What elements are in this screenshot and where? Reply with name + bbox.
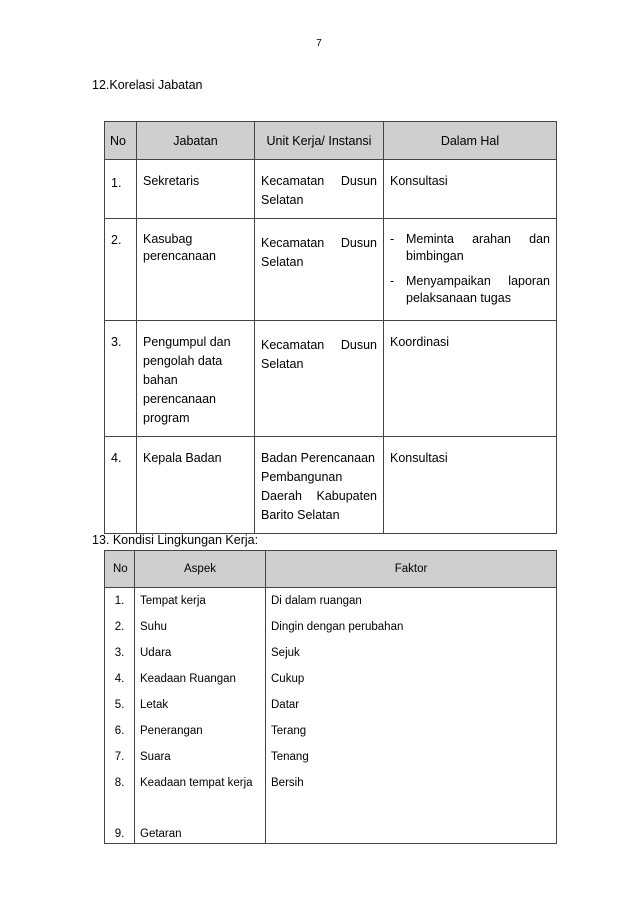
table-row [105, 160, 557, 219]
unit-line: Kecamatan Dusun [261, 236, 377, 250]
table-row [105, 692, 557, 718]
header-no: No [105, 122, 137, 160]
hal-line: bimbingan [406, 249, 464, 263]
cell-no: 9. [105, 796, 135, 844]
cell-no: 2. [105, 614, 135, 640]
cell-no: 4. [105, 666, 135, 692]
unit-line: Barito Selatan [261, 508, 340, 522]
header-no: No [105, 551, 135, 588]
cell-aspek: Keadaan tempat kerja [135, 770, 266, 796]
table-row [105, 744, 557, 770]
cell-no: 8. [105, 770, 135, 796]
unit-line: Selatan [261, 193, 304, 207]
table-row [105, 614, 557, 640]
table-row [105, 640, 557, 666]
table-row [105, 437, 557, 534]
cell-aspek: Penerangan [135, 718, 266, 744]
unit-line: Kecamatan Dusun [261, 174, 377, 188]
hal-line: Menyampaikan laporan [406, 274, 550, 288]
cell-aspek: Suhu [135, 614, 266, 640]
hal-line: pelaksanaan tugas [406, 291, 511, 305]
cell-faktor: Dingin dengan perubahan [266, 614, 557, 640]
cell-unit [255, 321, 384, 437]
cell-jabatan: Kepala Badan [137, 437, 255, 534]
unit-line: Pembangunan [261, 470, 343, 484]
cell-unit [255, 160, 384, 219]
cell-dalam-hal [384, 437, 557, 534]
cell-jabatan: Pengumpul dan pengolah data bahan perencanaan program [137, 321, 255, 437]
cell-faktor: Sejuk [266, 640, 557, 666]
cell-no: 3. [105, 321, 137, 437]
cell-no: 3. [105, 640, 135, 666]
header-aspek: Aspek [135, 551, 266, 588]
cell-no: 4. [105, 437, 137, 534]
kondisi-lingkungan-table [104, 550, 557, 844]
cell-aspek: Suara [135, 744, 266, 770]
cell-no: 5. [105, 692, 135, 718]
cell-faktor: Di dalam ruangan [266, 588, 557, 615]
cell-faktor: Terang [266, 718, 557, 744]
cell-jabatan: Sekretaris [137, 160, 255, 219]
section-13-title: 13. Kondisi Lingkungan Kerja: [92, 533, 259, 547]
cell-no: 1. [105, 160, 137, 219]
cell-unit [255, 219, 384, 321]
page-number: 7 [316, 38, 322, 49]
unit-line: Daerah Kabupaten [261, 489, 377, 503]
table-header-row [105, 122, 557, 160]
unit-line: Badan Perencanaan [261, 451, 375, 465]
hal-line: Konsultasi [390, 174, 448, 188]
table-row [105, 321, 557, 437]
cell-aspek: Tempat kerja [135, 588, 266, 615]
header-dalam-hal: Dalam Hal [384, 122, 557, 160]
cell-faktor: Tenang [266, 744, 557, 770]
cell-aspek: Getaran [135, 796, 266, 844]
cell-faktor: Datar [266, 692, 557, 718]
cell-no: 6. [105, 718, 135, 744]
cell-aspek: Keadaan Ruangan [135, 666, 266, 692]
cell-no: 7. [105, 744, 135, 770]
table-row [105, 796, 557, 844]
cell-no: 2. [105, 219, 137, 321]
table-row [105, 219, 557, 321]
cell-aspek: Udara [135, 640, 266, 666]
hal-item: - Meminta arahan dan bimbingan [390, 232, 550, 263]
header-jabatan: Jabatan [137, 122, 255, 160]
hal-line: Meminta arahan dan [406, 232, 550, 246]
cell-dalam-hal [384, 160, 557, 219]
header-unit-kerja: Unit Kerja/ Instansi [255, 122, 384, 160]
hal-line: Konsultasi [390, 451, 448, 465]
cell-dalam-hal [384, 219, 557, 321]
table-row [105, 718, 557, 744]
unit-line: Selatan [261, 357, 304, 371]
cell-aspek: Letak [135, 692, 266, 718]
cell-no: 1. [105, 588, 135, 615]
section-12-title: 12.Korelasi Jabatan [92, 78, 203, 92]
cell-faktor: Cukup [266, 666, 557, 692]
hal-line: Koordinasi [390, 335, 450, 349]
table-row [105, 588, 557, 615]
hal-item: - Menyampaikan laporan pelaksanaan tugas [390, 274, 550, 305]
cell-dalam-hal [384, 321, 557, 437]
table-row [105, 666, 557, 692]
table-row [105, 770, 557, 796]
unit-line: Selatan [261, 255, 304, 269]
korelasi-jabatan-table [104, 121, 557, 534]
header-faktor: Faktor [266, 551, 557, 588]
cell-jabatan: Kasubag perencanaan [137, 219, 255, 321]
unit-line: Kecamatan Dusun [261, 338, 377, 352]
table-header-row [105, 551, 557, 588]
cell-faktor: Bersih [266, 770, 557, 796]
cell-unit [255, 437, 384, 534]
cell-faktor [266, 796, 557, 844]
